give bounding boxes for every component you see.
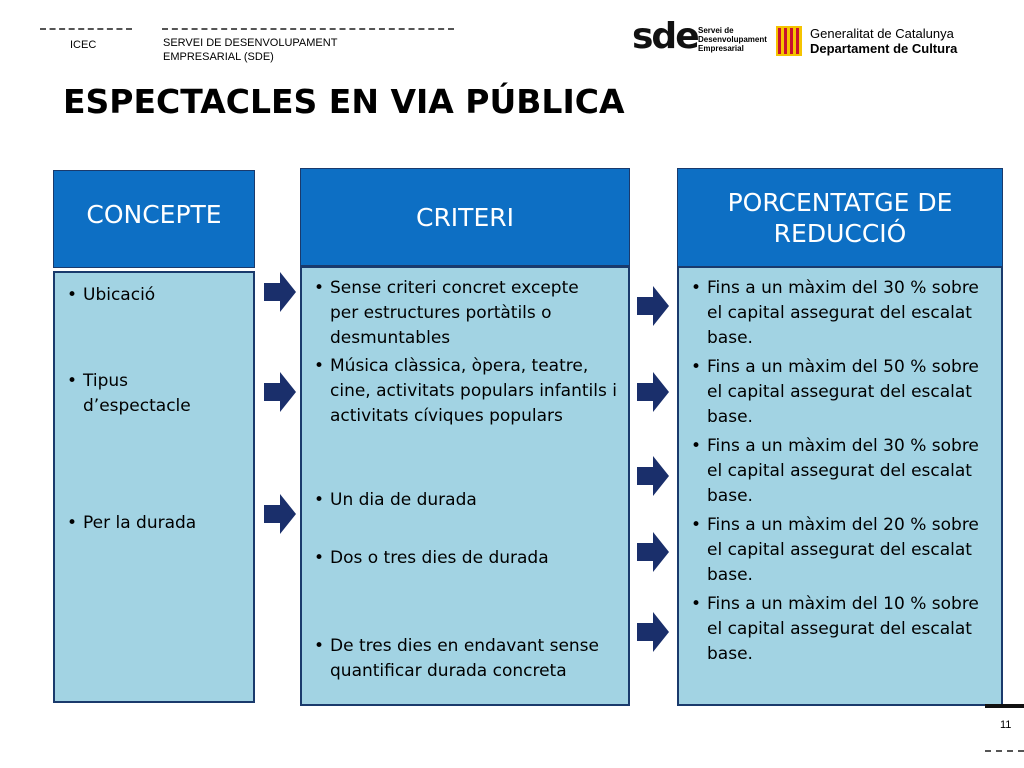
sde-logo-sub1: Servei de [698, 26, 734, 35]
list-item: • Fins a un màxim del 30 % sobre el capital assegurat del escalat base. [685, 276, 985, 351]
list-item: • Fins a un màxim del 30 % sobre el capital assegurat del escalat base. [685, 434, 985, 509]
arrow-right-icon [637, 612, 669, 652]
list-item: • Un dia de durada [308, 488, 620, 513]
arrow-right-icon [637, 286, 669, 326]
arrow-right-icon [637, 372, 669, 412]
gen-line2: Departament de Cultura [810, 41, 958, 56]
header-criteri [300, 168, 630, 266]
list-item: • Fins a un màxim del 10 % sobre el capital assegurat del escalat base. [685, 592, 985, 667]
header-reduccio [677, 168, 1003, 268]
sde-logo-sub2: Desenvolupament [698, 35, 767, 44]
header-criteri-label: CRITERI [415, 202, 514, 232]
list-item: • Per la durada [61, 511, 243, 536]
icec-label: ICEC [70, 39, 97, 51]
header-concepte [53, 170, 255, 268]
header-reduccio-label: PORCENTATGE DE REDUCCIÓ [727, 188, 953, 248]
arrow-right-icon [264, 272, 296, 312]
header-divider-right [162, 28, 454, 30]
page-title: ESPECTACLES EN VIA PÚBLICA [63, 82, 625, 121]
header-divider-left [40, 28, 132, 30]
list-item: • Dos o tres dies de durada [308, 546, 620, 571]
list-item: • Fins a un màxim del 20 % sobre el capital assegurat del escalat base. [685, 513, 985, 588]
catalan-flag-icon [776, 26, 802, 56]
criteri-box [300, 266, 630, 706]
footer-bar [985, 704, 1024, 708]
footer-divider [985, 750, 1024, 752]
sde-label-line1: SERVEI DE DESENVOLUPAMENT [163, 37, 338, 49]
list-item: • Música clàssica, òpera, teatre, cine, activitats populars infantils i activitats cíviques populars [308, 354, 620, 429]
arrow-right-icon [264, 372, 296, 412]
sde-logo-sub3: Empresarial [698, 44, 744, 53]
sde-logo-text: sde [632, 16, 698, 57]
gen-line1: Generalitat de Catalunya [810, 26, 954, 41]
header-concepte-label: CONCEPTE [86, 200, 222, 229]
reduccio-box [677, 266, 1003, 706]
arrow-right-icon [637, 532, 669, 572]
list-item: • De tres dies en endavant sense quantificar durada concreta [308, 634, 630, 684]
list-item: • Fins a un màxim del 50 % sobre el capital assegurat del escalat base. [685, 355, 985, 430]
page-number: 11 [1000, 719, 1012, 731]
sde-label-line2: EMPRESARIAL (SDE) [163, 51, 274, 63]
concepte-box [53, 271, 255, 703]
list-item: • Sense criteri concret excepte per estructures portàtils o desmuntables [308, 276, 610, 351]
list-item: • Ubicació [61, 283, 243, 308]
list-item: • Tipus d’espectacle [61, 369, 213, 419]
arrow-right-icon [264, 494, 296, 534]
arrow-right-icon [637, 456, 669, 496]
